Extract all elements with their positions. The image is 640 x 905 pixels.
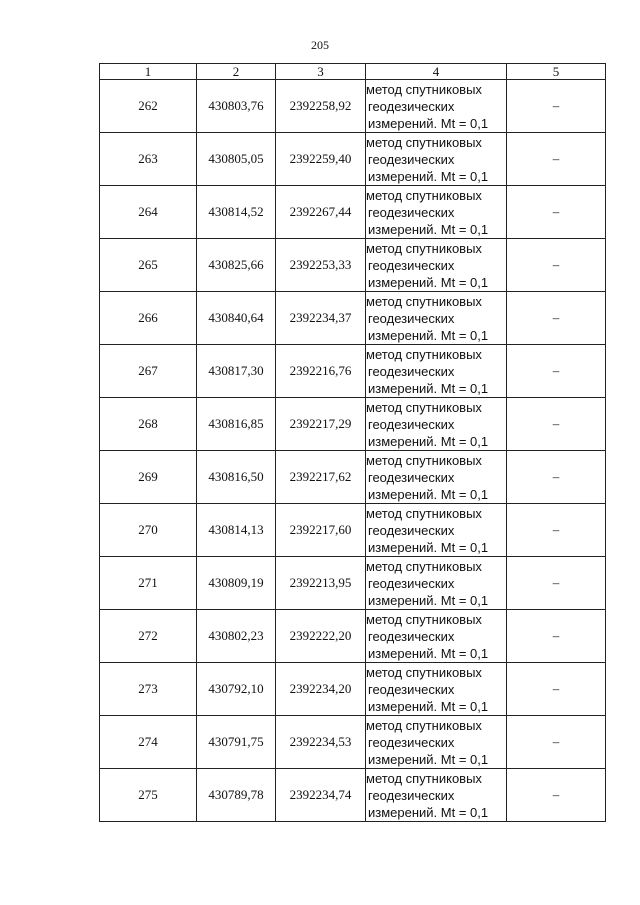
method-cell — [366, 716, 507, 769]
point-number-cell: 268 — [100, 398, 197, 451]
method-line: измерений. Mt = 0,1 — [368, 804, 489, 820]
method-line: метод спутниковых — [366, 664, 482, 680]
y-coordinate-cell: 2392253,33 — [276, 239, 366, 292]
y-coordinate-cell: 2392234,74 — [276, 769, 366, 822]
method-line: геодезических — [368, 469, 455, 485]
y-coordinate-cell: 2392217,62 — [276, 451, 366, 504]
note-cell: – — [507, 292, 606, 345]
table-row — [100, 769, 606, 822]
point-number-cell: 265 — [100, 239, 197, 292]
note-cell: – — [507, 186, 606, 239]
method-line: геодезических — [368, 575, 455, 591]
method-cell — [366, 610, 507, 663]
method-line: геодезических — [368, 151, 455, 167]
point-number-cell: 263 — [100, 133, 197, 186]
method-line: геодезических — [368, 257, 455, 273]
method-line: измерений. Mt = 0,1 — [368, 698, 489, 714]
note-cell: – — [507, 769, 606, 822]
page-number: 205 — [311, 38, 329, 52]
y-coordinate-cell: 2392267,44 — [276, 186, 366, 239]
table-row — [100, 186, 606, 239]
x-coordinate-cell: 430802,23 — [197, 610, 276, 663]
method-line: метод спутниковых — [366, 187, 482, 203]
point-number-cell: 274 — [100, 716, 197, 769]
method-line: измерений. Mt = 0,1 — [368, 645, 489, 661]
method-line: геодезических — [368, 787, 455, 803]
table-row — [100, 398, 606, 451]
table-row — [100, 345, 606, 398]
method-cell — [366, 80, 507, 133]
method-cell — [366, 769, 507, 822]
note-cell: – — [507, 451, 606, 504]
method-line: измерений. Mt = 0,1 — [368, 380, 489, 396]
note-cell: – — [507, 663, 606, 716]
x-coordinate-cell: 430816,50 — [197, 451, 276, 504]
x-coordinate-cell: 430816,85 — [197, 398, 276, 451]
note-cell: – — [507, 239, 606, 292]
y-coordinate-cell: 2392217,29 — [276, 398, 366, 451]
point-number-cell: 267 — [100, 345, 197, 398]
method-line: метод спутниковых — [366, 717, 482, 733]
table-row — [100, 133, 606, 186]
table-row — [100, 610, 606, 663]
method-cell — [366, 292, 507, 345]
method-line: измерений. Mt = 0,1 — [368, 751, 489, 767]
table-body — [100, 80, 606, 822]
method-line: геодезических — [368, 734, 455, 750]
x-coordinate-cell: 430817,30 — [197, 345, 276, 398]
table-row — [100, 504, 606, 557]
method-line: измерений. Mt = 0,1 — [368, 327, 489, 343]
column-header-4: 4 — [366, 64, 507, 80]
x-coordinate-cell: 430803,76 — [197, 80, 276, 133]
method-cell — [366, 398, 507, 451]
x-coordinate-cell: 430792,10 — [197, 663, 276, 716]
method-line: метод спутниковых — [366, 611, 482, 627]
method-cell — [366, 239, 507, 292]
method-line: геодезических — [368, 628, 455, 644]
column-header-3: 3 — [276, 64, 366, 80]
method-line: измерений. Mt = 0,1 — [368, 486, 489, 502]
method-line: метод спутниковых — [366, 81, 482, 97]
column-header-1: 1 — [100, 64, 197, 80]
y-coordinate-cell: 2392216,76 — [276, 345, 366, 398]
method-line: метод спутниковых — [366, 240, 482, 256]
method-line: измерений. Mt = 0,1 — [368, 221, 489, 237]
y-coordinate-cell: 2392217,60 — [276, 504, 366, 557]
x-coordinate-cell: 430809,19 — [197, 557, 276, 610]
method-line: метод спутниковых — [366, 399, 482, 415]
table-row — [100, 80, 606, 133]
note-cell: – — [507, 504, 606, 557]
method-line: измерений. Mt = 0,1 — [368, 592, 489, 608]
x-coordinate-cell: 430840,64 — [197, 292, 276, 345]
method-line: метод спутниковых — [366, 293, 482, 309]
table-row — [100, 292, 606, 345]
method-line: геодезических — [368, 416, 455, 432]
coordinates-table — [99, 63, 606, 822]
y-coordinate-cell: 2392234,53 — [276, 716, 366, 769]
note-cell: – — [507, 557, 606, 610]
method-line: метод спутниковых — [366, 452, 482, 468]
method-line: геодезических — [368, 98, 455, 114]
y-coordinate-cell: 2392234,20 — [276, 663, 366, 716]
table-row — [100, 239, 606, 292]
x-coordinate-cell: 430789,78 — [197, 769, 276, 822]
method-line: измерений. Mt = 0,1 — [368, 274, 489, 290]
x-coordinate-cell: 430825,66 — [197, 239, 276, 292]
table-row — [100, 451, 606, 504]
point-number-cell: 272 — [100, 610, 197, 663]
x-coordinate-cell: 430805,05 — [197, 133, 276, 186]
point-number-cell: 273 — [100, 663, 197, 716]
method-line: геодезических — [368, 681, 455, 697]
method-line: геодезических — [368, 204, 455, 220]
point-number-cell: 269 — [100, 451, 197, 504]
method-line: измерений. Mt = 0,1 — [368, 539, 489, 555]
method-line: измерений. Mt = 0,1 — [368, 115, 489, 131]
note-cell: – — [507, 610, 606, 663]
x-coordinate-cell: 430791,75 — [197, 716, 276, 769]
y-coordinate-cell: 2392259,40 — [276, 133, 366, 186]
method-cell — [366, 451, 507, 504]
point-number-cell: 270 — [100, 504, 197, 557]
column-header-2: 2 — [197, 64, 276, 80]
method-line: метод спутниковых — [366, 134, 482, 150]
method-line: геодезических — [368, 522, 455, 538]
y-coordinate-cell: 2392213,95 — [276, 557, 366, 610]
point-number-cell: 264 — [100, 186, 197, 239]
note-cell: – — [507, 716, 606, 769]
y-coordinate-cell: 2392258,92 — [276, 80, 366, 133]
method-cell — [366, 186, 507, 239]
method-line: геодезических — [368, 363, 455, 379]
method-cell — [366, 557, 507, 610]
note-cell: – — [507, 80, 606, 133]
note-cell: – — [507, 133, 606, 186]
method-line: метод спутниковых — [366, 558, 482, 574]
column-header-5: 5 — [507, 64, 606, 80]
table-header-row — [100, 64, 606, 80]
method-cell — [366, 133, 507, 186]
method-line: метод спутниковых — [366, 505, 482, 521]
method-line: геодезических — [368, 310, 455, 326]
method-line: измерений. Mt = 0,1 — [368, 168, 489, 184]
table-row — [100, 557, 606, 610]
method-line: метод спутниковых — [366, 346, 482, 362]
method-line: метод спутниковых — [366, 770, 482, 786]
method-cell — [366, 663, 507, 716]
method-cell — [366, 345, 507, 398]
table-row — [100, 663, 606, 716]
x-coordinate-cell: 430814,13 — [197, 504, 276, 557]
note-cell: – — [507, 345, 606, 398]
point-number-cell: 262 — [100, 80, 197, 133]
point-number-cell: 271 — [100, 557, 197, 610]
table-row — [100, 716, 606, 769]
note-cell: – — [507, 398, 606, 451]
x-coordinate-cell: 430814,52 — [197, 186, 276, 239]
point-number-cell: 266 — [100, 292, 197, 345]
method-line: измерений. Mt = 0,1 — [368, 433, 489, 449]
point-number-cell: 275 — [100, 769, 197, 822]
method-cell — [366, 504, 507, 557]
y-coordinate-cell: 2392234,37 — [276, 292, 366, 345]
y-coordinate-cell: 2392222,20 — [276, 610, 366, 663]
